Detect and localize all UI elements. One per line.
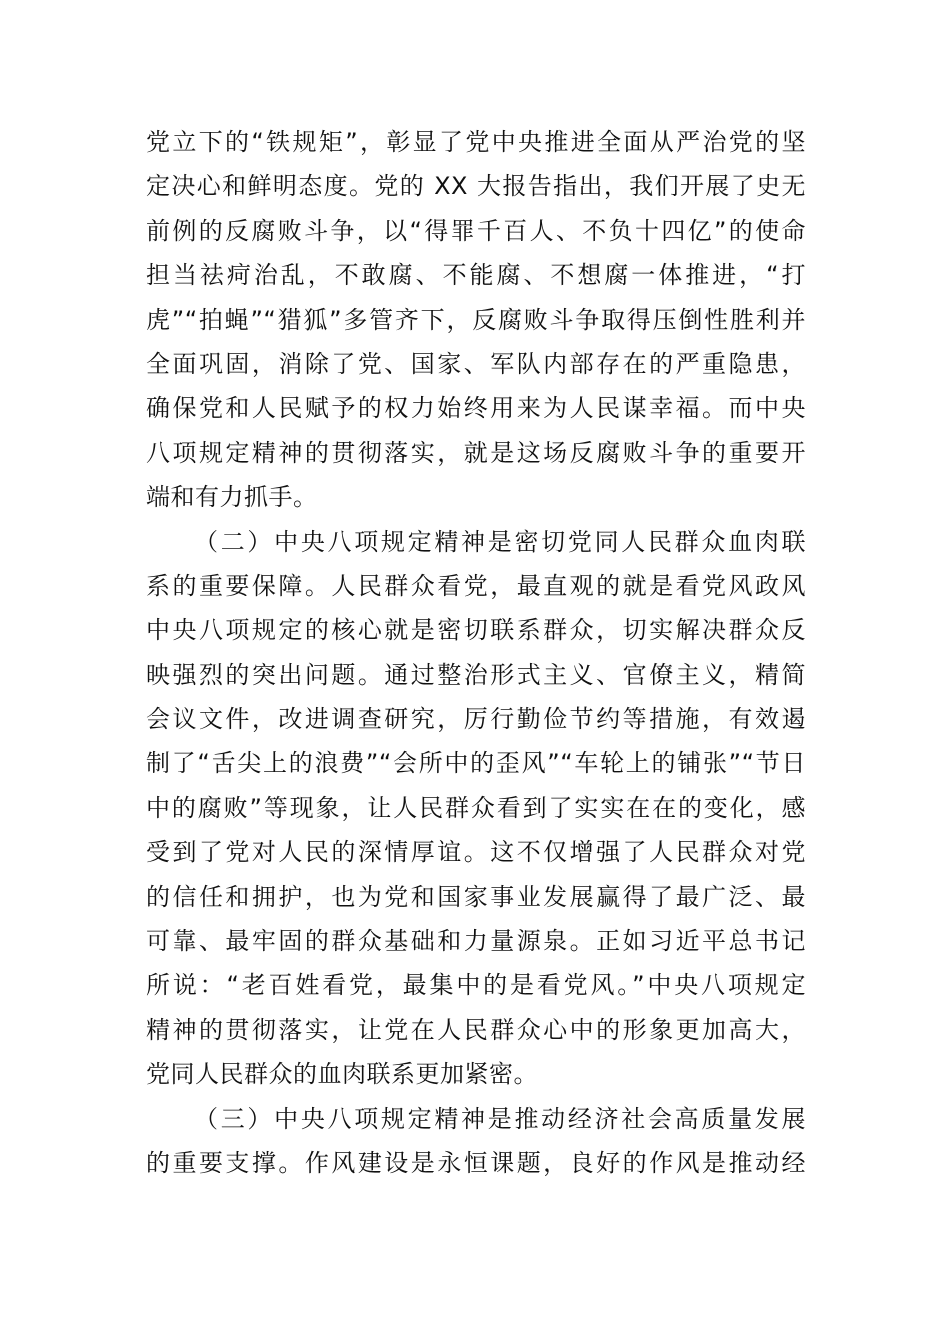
text-line: 前例的反腐败斗争，以“得罪千百人、不负十四亿”的使命 — [146, 216, 806, 245]
text-line: 全面巩固，消除了党、国家、军队内部存在的严重隐患， — [146, 349, 806, 378]
document-body — [146, 120, 806, 1185]
text-line: 的信任和拥护，也为党和国家事业发展赢得了最广泛、最 — [146, 882, 806, 911]
text-line-last: 党同人民群众的血肉联系更加紧密。 — [146, 1060, 538, 1089]
text-line: 中的腐败”等现象，让人民群众看到了实实在在的变化，感 — [146, 793, 806, 822]
section-heading-line: （二）中央八项规定精神是密切党同人民群众血肉联 — [194, 527, 806, 556]
text-line-last: 端和有力抓手。 — [146, 483, 318, 512]
text-line: 虎”“拍蝇”“猎狐”多管齐下，反腐败斗争取得压倒性胜利并 — [146, 305, 806, 334]
text-line: 定决心和鲜明态度。党的 XX 大报告指出，我们开展了史无 — [146, 172, 806, 201]
text-line: 八项规定精神的贯彻落实，就是这场反腐败斗争的重要开 — [146, 438, 806, 467]
text-line: 映强烈的突出问题。通过整治形式主义、官僚主义，精简 — [146, 660, 806, 689]
text-line: 担当祛疴治乱，不敢腐、不能腐、不想腐一体推进，“打 — [146, 261, 806, 290]
text-line: 精神的贯彻落实，让党在人民群众心中的形象更加高大， — [146, 1015, 806, 1044]
section-heading-line: （三）中央八项规定精神是推动经济社会高质量发展 — [194, 1104, 806, 1133]
text-line: 可靠、最牢固的群众基础和力量源泉。正如习近平总书记 — [146, 927, 806, 956]
text-line: 所说：“老百姓看党，最集中的是看党风。”中央八项规定 — [146, 971, 806, 1000]
text-line: 党立下的“铁规矩”，彰显了党中央推进全面从严治党的坚 — [146, 128, 806, 156]
text-line: 制了“舌尖上的浪费”“会所中的歪风”“车轮上的铺张”“节日 — [146, 749, 806, 778]
text-line: 中央八项规定的核心就是密切联系群众，切实解决群众反 — [146, 616, 806, 645]
text-line: 确保党和人民赋予的权力始终用来为人民谋幸福。而中央 — [146, 394, 806, 423]
paragraph-section-3 — [146, 1097, 806, 1186]
paragraph-section-2 — [146, 520, 806, 1097]
text-line: 的重要支撑。作风建设是永恒课题，良好的作风是推动经 — [146, 1148, 806, 1177]
text-line: 系的重要保障。人民群众看党，最直观的就是看党风政风 — [146, 571, 806, 600]
paragraph-continuation — [146, 120, 806, 520]
text-line: 会议文件，改进调查研究，厉行勤俭节约等措施，有效遏 — [146, 705, 806, 734]
text-line: 受到了党对人民的深情厚谊。这不仅增强了人民群众对党 — [146, 838, 806, 867]
